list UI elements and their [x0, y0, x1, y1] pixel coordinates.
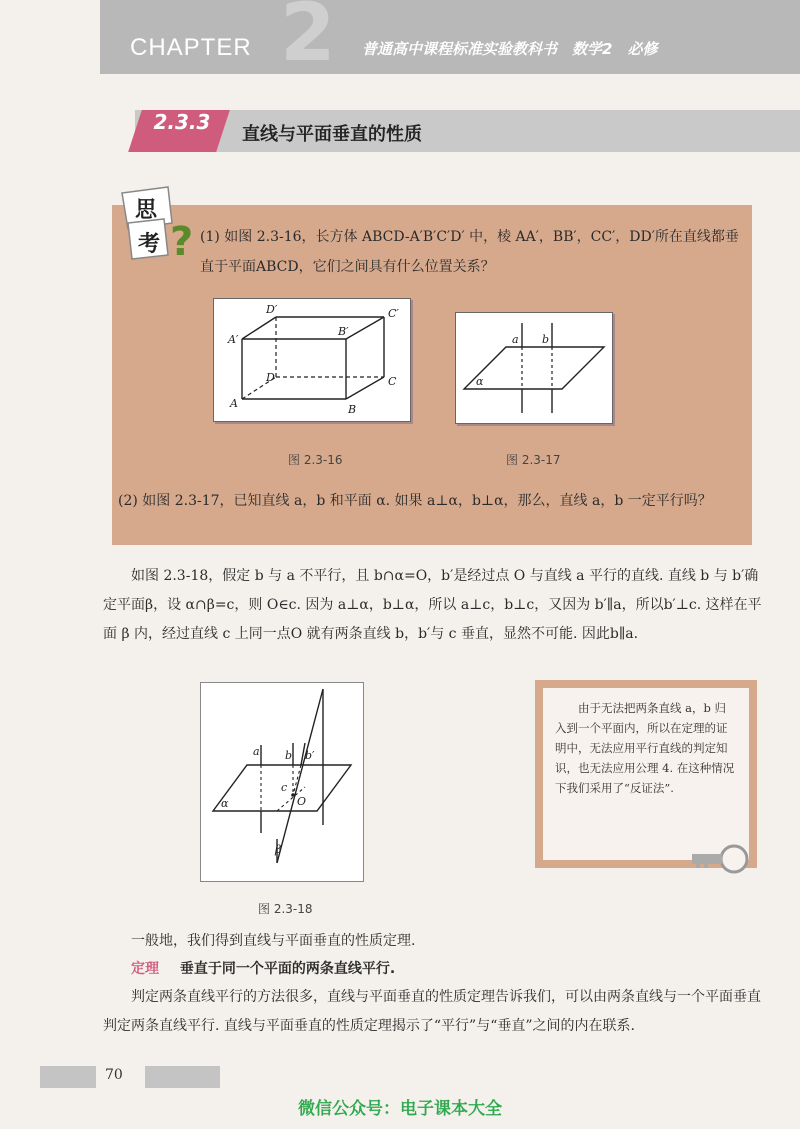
question-mark-icon: ?	[170, 219, 194, 263]
label-line-b: b	[285, 749, 293, 762]
label-line-a: a	[512, 333, 519, 346]
label-B: B	[348, 403, 357, 416]
wechat-watermark: 微信公众号：电子课本大全	[298, 1099, 502, 1119]
label-plane-alpha: α	[221, 797, 229, 810]
think-question-1: (1) 如图 2.3-16，长方体 ABCD-A′B′C′D′ 中，棱 AA′，BB′，CC′，DD′所在直线都垂直于平面ABCD，它们之间具有什么位置关系？	[200, 229, 739, 275]
label-plane-alpha: α	[476, 375, 484, 388]
section-number-tag	[128, 110, 230, 152]
side-note-box	[535, 680, 757, 868]
think-badge-icon	[118, 183, 196, 263]
key-icon	[690, 842, 750, 876]
theorem-statement: 垂直于同一个平面的两条直线平行.	[179, 961, 396, 977]
label-C1: C′	[388, 307, 399, 320]
label-A: A	[230, 397, 238, 410]
page-number: 70	[105, 1067, 123, 1083]
label-point-O: O	[297, 795, 307, 808]
chapter-digit: 2	[280, 0, 336, 79]
section-band	[135, 110, 800, 152]
figure-2-3-17	[455, 312, 613, 424]
figure-2-3-18-caption: 图 2.3-18	[258, 902, 313, 916]
label-D: D	[266, 371, 275, 384]
footer-bar-right	[145, 1066, 220, 1088]
cuboid-diagram	[214, 299, 410, 421]
think-question-2: (2) 如图 2.3-17，已知直线 a，b 和平面 α. 如果 a⊥α，b⊥α，那么，直线 a，b 一定平行吗？	[118, 493, 712, 509]
think-badge-char-2: 考	[138, 232, 161, 257]
plane-lines-diagram	[456, 313, 612, 423]
summary-paragraph: 一般地，我们得到直线与平面垂直的性质定理.	[131, 933, 416, 949]
label-C: C	[388, 375, 397, 388]
label-line-c: c	[281, 781, 288, 794]
page-header	[100, 0, 800, 79]
figure-2-3-16-caption: 图 2.3-16	[288, 453, 343, 467]
label-A1: A′	[228, 333, 239, 346]
section-number: 2.3.3	[153, 110, 211, 134]
label-line-b1: b′	[305, 749, 315, 762]
theorem-line	[103, 955, 763, 984]
footer-bar-left	[40, 1066, 96, 1088]
side-note-text: 由于无法把两条直线 a，b 归入到一个平面内，所以在定理的证明中，无法应用平行直线的判定知识，也无法应用公理 4. 在这种情况下我们采用了“反证法”.	[543, 688, 749, 860]
label-line-a: a	[253, 745, 260, 758]
closing-paragraph: 判定两条直线平行的方法很多，直线与平面垂直的性质定理告诉我们，可以由两条直线与一个平面垂直判定两条直线平行. 直线与平面垂直的性质定理揭示了“平行”与“垂直”之间的内在联系.	[103, 989, 761, 1034]
figure-2-3-18	[200, 682, 364, 882]
think-badge-char-1: 思	[135, 198, 158, 223]
theorem-label: 定理	[131, 961, 159, 977]
proof-paragraph: 如图 2.3-18，假定 b 与 a 不平行，且 b∩α=O，b′是经过点 O 与直线 a 平行的直线. 直线 b 与 b′确定平面β，设 α∩β=c，则 O∈c. 因为 a⊥α，b⊥α，所以 a⊥c，b⊥c，又因为 b′∥a，所以b′⊥c. 这样在平面 β 内，经过直线 c 上同一点O 就有两条直线 b，b′与 c 垂直，显然不可能. 因此b∥a.	[103, 568, 762, 642]
section-title: 直线与平面垂直的性质	[242, 124, 422, 145]
chapter-label: CHAPTER	[130, 34, 252, 61]
label-plane-beta: β	[275, 843, 282, 856]
figure-2-3-16	[213, 298, 411, 422]
contradiction-diagram	[201, 683, 363, 881]
book-title: 普通高中课程标准实验教科书 数学2 必修	[362, 40, 658, 58]
label-B1: B′	[338, 325, 349, 338]
figure-2-3-17-caption: 图 2.3-17	[506, 453, 561, 467]
label-D1: D′	[266, 303, 278, 316]
label-line-b: b	[542, 333, 550, 346]
